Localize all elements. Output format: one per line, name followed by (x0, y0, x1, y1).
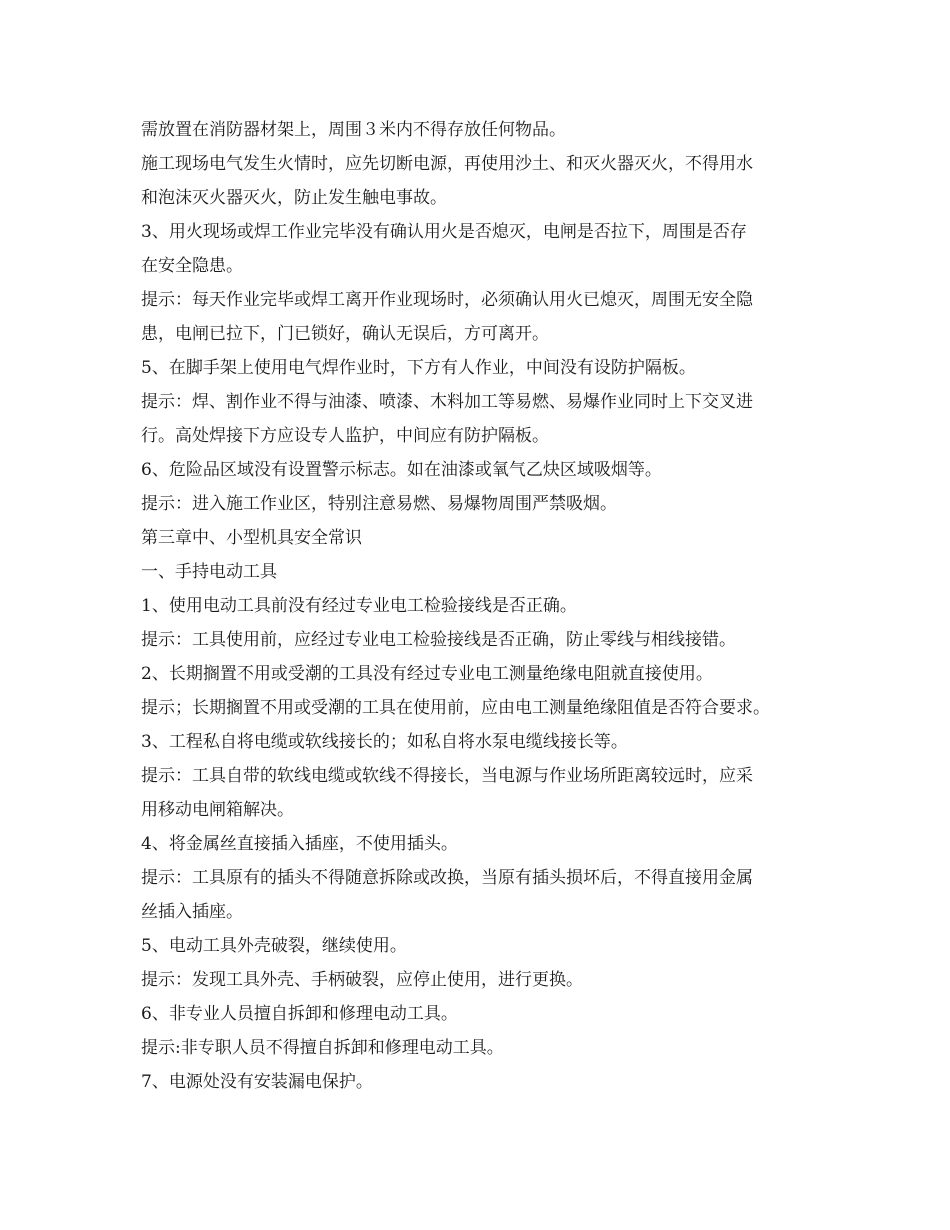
text-line: 3、用火现场或焊工作业完毕没有确认用火是否熄灭，电闸是否拉下，周围是否存 (141, 222, 747, 242)
text-line: 提示：工具使用前，应经过专业电工检验接线是否正确，防止零线与相线接错。 (141, 630, 736, 650)
text-line: 6、非专业人员擅自拆卸和修理电动工具。 (141, 1004, 458, 1024)
text-line: 提示：发现工具外壳、手柄破裂，应停止使用，进行更换。 (141, 970, 583, 990)
text-line: 6、危险品区域没有设置警示标志。如在油漆或氧气乙炔区域吸烟等。 (141, 460, 662, 480)
text-line: 3、工程私自将电缆或软线接长的；如私自将水泵电缆线接长等。 (141, 732, 628, 752)
chapter-heading: 第三章中、小型机具安全常识 (141, 528, 362, 548)
text-line: 2、长期搁置不用或受潮的工具没有经过专业电工测量绝缘电阻就直接使用。 (141, 664, 713, 684)
text-line: 5、在脚手架上使用电气焊作业时，下方有人作业，中间没有设防护隔板。 (141, 358, 696, 378)
text-line: 丝插入插座。 (141, 902, 243, 922)
text-line: 提示：进入施工作业区，特别注意易燃、易爆物周围严禁吸烟。 (141, 494, 617, 514)
section-heading: 一、手持电动工具 (141, 562, 277, 582)
text-line: 需放置在消防器材架上，周围３米内不得存放任何物品。 (141, 120, 566, 140)
text-line: 和泡沫灭火器灭火，防止发生触电事故。 (141, 188, 447, 208)
text-line: 7、电源处没有安装漏电保护。 (141, 1072, 373, 1092)
text-line: 施工现场电气发生火情时，应先切断电源，再使用沙土、和灭火器灭火，不得用水 (141, 154, 753, 174)
text-line: 提示；长期搁置不用或受潮的工具在使用前，应由电工测量绝缘阻值是否符合要求。 (141, 698, 770, 718)
text-line: 4、将金属丝直接插入插座，不使用插头。 (141, 834, 458, 854)
text-line: 在安全隐患。 (141, 256, 243, 276)
text-line: 5、电动工具外壳破裂，继续使用。 (141, 936, 407, 956)
text-line: 用移动电闸箱解决。 (141, 800, 294, 820)
text-line: 提示：焊、割作业不得与油漆、喷漆、木料加工等易燃、易爆作业同时上下交叉进 (141, 392, 753, 412)
text-line: 提示:非专职人员不得擅自拆卸和修理电动工具。 (141, 1038, 504, 1058)
text-line: 提示：工具原有的插头不得随意拆除或改换，当原有插头损坏后，不得直接用金属 (141, 868, 753, 888)
text-line: 提示：工具自带的软线电缆或软线不得接长，当电源与作业场所距离较远时，应采 (141, 766, 753, 786)
text-line: 1、使用电动工具前没有经过专业电工检验接线是否正确。 (141, 596, 577, 616)
document-body (141, 113, 831, 1099)
text-line: 提示：每天作业完毕或焊工离开作业现场时，必须确认用火已熄灭，周围无安全隐 (141, 290, 753, 310)
text-line: 行。高处焊接下方应设专人监护，中间应有防护隔板。 (141, 426, 549, 446)
text-line: 患，电闸已拉下，门已锁好，确认无误后，方可离开。 (141, 324, 549, 344)
